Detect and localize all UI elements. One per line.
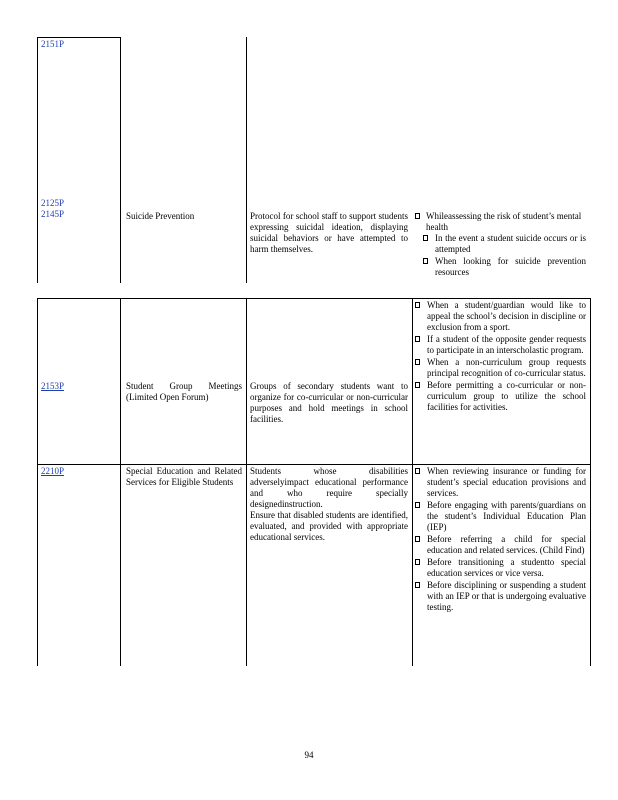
bullet-box-icon	[415, 502, 420, 508]
policy-title: Student Group Meetings (Limited Open Forum)	[126, 381, 242, 402]
policy-description: Groups of secondary students want to organize for co-curricular or non-curricular purposes and hold meetings in school facilities.	[250, 381, 408, 424]
guidance-list	[414, 466, 586, 613]
table-row	[37, 37, 590, 283]
policy-title-cell	[120, 37, 246, 283]
table-border	[412, 298, 413, 666]
policy-code-cell	[37, 298, 120, 464]
guidance-intro-text: Whileassessing the risk of student’s mental health	[426, 211, 582, 232]
page-number: 94	[304, 750, 314, 760]
list-item: Before referring a child for special education and related services. (Child Find)	[414, 534, 586, 556]
table-border	[246, 298, 247, 666]
policy-code-link[interactable]: 2153P	[41, 381, 65, 391]
list-item: Before permitting a co-curricular or non-curriculum group to utilize the school facilities for activities.	[414, 380, 586, 413]
guidance-list	[422, 233, 586, 278]
table-border	[37, 298, 38, 666]
list-item: In the event a student suicide occurs or is attempted	[422, 233, 586, 255]
bullet-box-icon	[415, 468, 420, 474]
list-item: When reviewing insurance or funding for student’s special education provisions and services.	[414, 466, 586, 499]
table-border	[590, 298, 591, 666]
policy-description-extra: Ensure that disabled students are identified, evaluated, and provided with appropriate educational services.	[250, 510, 408, 542]
bullet-box-icon	[415, 582, 420, 588]
policy-code-link[interactable]: 2210P	[41, 466, 65, 476]
list-item: When looking for suicide prevention resources	[422, 256, 586, 278]
policy-description: Protocol for school staff to support students expressing suicidal ideation, displaying suicidal behaviors or have attempted to harm themselves.	[250, 211, 408, 254]
table-border	[120, 37, 121, 283]
table-border	[37, 37, 121, 38]
policy-code[interactable]: 2125P	[41, 198, 65, 208]
bullet-box-icon	[415, 536, 420, 542]
policy-table	[37, 298, 590, 666]
policy-title: Suicide Prevention	[126, 211, 195, 221]
policy-code-cell	[37, 464, 120, 666]
policy-guidance-cell	[412, 298, 590, 464]
bullet-box-icon	[415, 559, 420, 565]
bullet-box-icon	[415, 382, 420, 388]
table-border	[37, 37, 38, 283]
bullet-box-icon	[423, 235, 428, 241]
policy-description-cell	[246, 37, 412, 283]
bullet-box-icon	[423, 258, 428, 264]
list-item: Before transitioning a studentto special education services or vice versa.	[414, 557, 586, 579]
list-item: Before engaging with parents/guardians on the student’s Individual Education Plan (IEP)	[414, 500, 586, 533]
policy-code[interactable]: 2151P	[41, 39, 65, 49]
policy-code[interactable]: 2145P	[41, 209, 65, 219]
table-border	[120, 298, 121, 666]
policy-guidance-cell	[412, 37, 590, 283]
policy-title-cell	[120, 464, 246, 666]
policy-title-cell	[120, 298, 246, 464]
policy-description: Students whose disabilities adverselyimpact educational performance and who require specially designedinstruction.	[250, 466, 408, 509]
policy-description-cell	[246, 298, 412, 464]
bullet-box-icon	[415, 302, 420, 308]
list-item: If a student of the opposite gender requests to participate in an interscholastic program.	[414, 334, 586, 356]
bullet-box-icon	[415, 359, 420, 365]
policy-description-cell	[246, 464, 412, 666]
table-border	[246, 37, 247, 283]
list-item: When a non-curriculum group requests principal recognition of co-curricular status.	[414, 357, 586, 379]
guidance-list	[414, 300, 586, 413]
guidance-intro	[414, 211, 586, 233]
policy-guidance-cell	[412, 464, 590, 666]
policy-code-cell	[37, 37, 120, 283]
list-item: Before disciplining or suspending a student with an IEP or that is undergoing evaluative testing.	[414, 580, 586, 613]
bullet-box-icon	[415, 213, 420, 219]
policy-title: Special Education and Related Services for Eligible Students	[126, 466, 242, 487]
list-item: When a student/guardian would like to appeal the school’s decision in discipline or exclusion from a sport.	[414, 300, 586, 333]
bullet-box-icon	[415, 336, 420, 342]
policy-table-continued	[37, 37, 590, 283]
